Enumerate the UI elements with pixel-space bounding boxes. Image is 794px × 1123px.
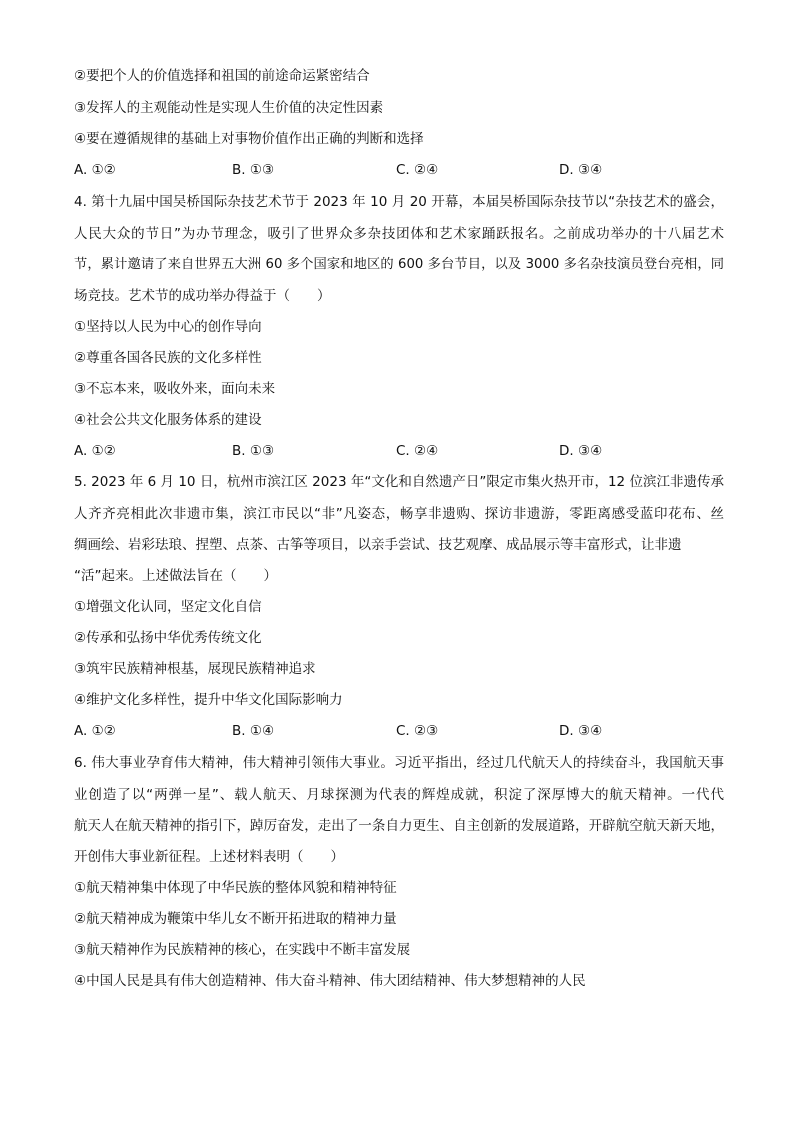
q3-option-c: C. ②④ bbox=[396, 162, 439, 178]
q3-item-4: ④要在遵循规律的基础上对事物价值作出正确的判断和选择 bbox=[74, 131, 424, 147]
q5-stem-line-4: “活”起来。上述做法旨在（ ） bbox=[74, 568, 277, 584]
q4-stem-line-3: 节，累计邀请了来自世界五大洲 60 多个国家和地区的 600 多台节目，以及 3000 多名杂技演员登台亮相，同 bbox=[74, 257, 724, 272]
q4-stem-line-4: 场竞技。艺术节的成功举办得益于（ ） bbox=[74, 288, 331, 304]
q3-option-a: A. ①② bbox=[74, 162, 116, 178]
q5-option-a: A. ①② bbox=[74, 723, 116, 739]
q4-option-c: C. ②④ bbox=[396, 443, 439, 459]
q6-item-4: ④中国人民是具有伟大创造精神、伟大奋斗精神、伟大团结精神、伟大梦想精神的人民 bbox=[74, 973, 586, 989]
q3-item-2: ②要把个人的价值选择和祖国的前途命运紧密结合 bbox=[74, 68, 370, 84]
q4-options bbox=[74, 441, 724, 461]
q5-item-3: ③筑牢民族精神根基，展现民族精神追求 bbox=[74, 661, 316, 677]
q5-stem-line-2: 人齐齐亮相此次非遗市集，滨江市民以“非”凡姿态，畅享非遗购、探访非遗游，零距离感受蓝印花布、丝 bbox=[74, 506, 724, 522]
q6-item-1: ①航天精神集中体现了中华民族的整体风貌和精神特征 bbox=[74, 880, 397, 896]
q4-option-a: A. ①② bbox=[74, 443, 116, 459]
q5-option-d: D. ③④ bbox=[559, 723, 603, 739]
q5-option-c: C. ②③ bbox=[396, 723, 439, 739]
q5-options bbox=[74, 721, 724, 741]
q4-item-3: ③不忘本来，吸收外来，面向未来 bbox=[74, 381, 276, 397]
q6-stem-line-3: 航天人在航天精神的指引下，踔厉奋发，走出了一条自力更生、自主创新的发展道路，开辟航空航天新天地， bbox=[74, 818, 724, 834]
q4-item-4: ④社会公共文化服务体系的建设 bbox=[74, 412, 262, 428]
q6-stem-line-1: 6. 伟大事业孕育伟大精神，伟大精神引领伟大事业。习近平指出，经过几代航天人的持续奋斗，我国航天事 bbox=[74, 755, 724, 771]
q3-options bbox=[74, 160, 724, 180]
q4-item-1: ①坚持以人民为中心的创作导向 bbox=[74, 319, 262, 335]
q6-item-3: ③航天精神作为民族精神的核心，在实践中不断丰富发展 bbox=[74, 942, 411, 958]
q4-option-b: B. ①③ bbox=[232, 443, 275, 459]
q6-item-2: ②航天精神成为鞭策中华儿女不断开拓进取的精神力量 bbox=[74, 911, 397, 927]
q5-item-4: ④维护文化多样性，提升中华文化国际影响力 bbox=[74, 692, 343, 708]
q4-item-2: ②尊重各国各民族的文化多样性 bbox=[74, 350, 262, 366]
q4-stem-line-1: 4. 第十九届中国吴桥国际杂技艺术节于 2023 年 10 月 20 开幕，本届吴桥国际杂技节以“杂技艺术的盛会， bbox=[74, 194, 724, 210]
q5-stem-line-1: 5. 2023 年 6 月 10 日，杭州市滨江区 2023 年“文化和自然遗产日”限定市集火热开市，12 位滨江非遗传承 bbox=[74, 474, 724, 490]
q5-item-1: ①增强文化认同，坚定文化自信 bbox=[74, 599, 262, 615]
q5-item-2: ②传承和弘扬中华优秀传统文化 bbox=[74, 630, 262, 646]
q5-option-b: B. ①④ bbox=[232, 723, 275, 739]
q3-item-3: ③发挥人的主观能动性是实现人生价值的决定性因素 bbox=[74, 100, 384, 116]
q6-stem-line-2: 业创造了以“两弹一星”、载人航天、月球探测为代表的辉煌成就，积淀了深厚博大的航天精神。一代代 bbox=[74, 787, 724, 803]
q6-stem-line-4: 开创伟大事业新征程。上述材料表明（ ） bbox=[74, 849, 344, 865]
q5-stem-line-3: 绸画绘、岩彩珐琅、捏塑、点茶、古筝等项目，以亲手尝试、技艺观摩、成品展示等丰富形式，让非遗 bbox=[74, 537, 682, 553]
q3-option-d: D. ③④ bbox=[559, 162, 603, 178]
q4-option-d: D. ③④ bbox=[559, 443, 603, 459]
q4-stem-line-2: 人民大众的节日”为办节理念，吸引了世界众多杂技团体和艺术家踊跃报名。之前成功举办的十八届艺术 bbox=[74, 226, 724, 242]
q3-option-b: B. ①③ bbox=[232, 162, 275, 178]
